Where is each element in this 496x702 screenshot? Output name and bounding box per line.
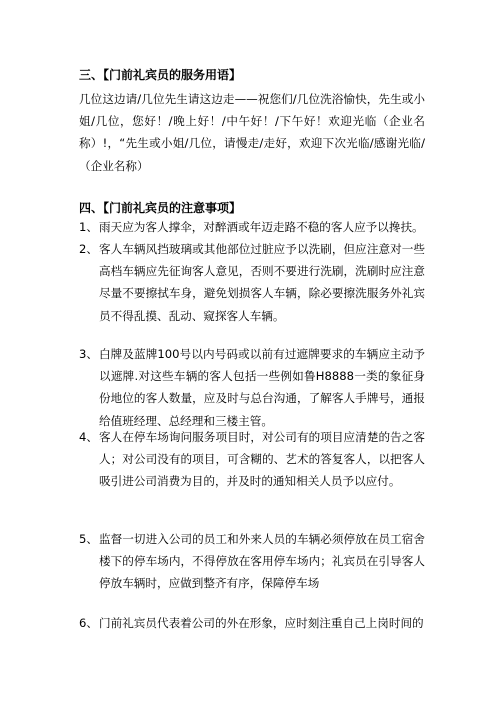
- list-item: [79, 528, 425, 595]
- list-item-text: 白牌及蓝牌100号以内号码或以前有过遮牌要求的车辆应主动予以遮牌.对这些车辆的客人包括一些例如鲁H8888一类的象征身份地位的客人数量，应及时与总台沟通，了解客人手牌号，通报给值班经理、总经理和三楼主管。: [99, 347, 425, 428]
- list-item-number: 3、: [79, 347, 98, 361]
- list-item: [79, 238, 425, 327]
- list-item: [79, 216, 425, 238]
- list-item-text: 监督一切进入公司的员工和外来人员的车辆必须停放在员工宿舍楼下的停车场内，不得停放在客用停车场内；礼宾员在引导客人停放车辆时，应做到整齐有序，保障停车场: [99, 532, 425, 591]
- list-item-text: 客人车辆风挡玻璃或其他部位过脏应予以洗刷，但应注意对一些高档车辆应先征询客人意见，否则不要进行洗刷，洗刷时应注意尽量不要擦拭车身，避免划损客人车辆，除必要擦洗服务外礼宾员不得乱摸、乱动、窥探客人车辆。: [99, 242, 425, 323]
- list-item: [79, 612, 425, 634]
- list-item: [79, 426, 425, 493]
- list-item-text: 客人在停车场询问服务项目时，对公司有的项目应清楚的告之客人；对公司没有的项目，可含糊的、艺术的答复客人，以把客人吸引进公司消费为目的，并及时的通知相关人员予以应付。: [99, 430, 425, 489]
- list-item-text: 雨天应为客人撑伞，对醉酒或年迈走路不稳的客人应予以搀扶。: [99, 220, 424, 234]
- list-item-number: 2、: [79, 242, 98, 256]
- list-item-number: 5、: [79, 532, 98, 546]
- list-item-text: 门前礼宾员代表着公司的外在形象，应时刻注重自己上岗时间的: [99, 616, 424, 630]
- section-3-paragraph: 几位这边请/几位先生请这边走——祝您们/几位洗浴愉快，先生或小姐/几位，您好！/晚上好！/中午好！/下午好！欢迎光临（企业名称）!，“先生或小姐/几位，请慢走/走好，欢迎下次光临/感谢光临/（企业名称）: [79, 92, 425, 173]
- list-item: [79, 343, 425, 432]
- list-item-number: 4、: [79, 430, 98, 444]
- section-3-heading: 三、【门前礼宾员的服务用语】: [79, 68, 242, 82]
- list-item-number: 1、: [79, 220, 98, 234]
- list-item-number: 6、: [79, 616, 98, 630]
- section-4-heading: 四、【门前礼宾员的注意事项】: [79, 201, 242, 215]
